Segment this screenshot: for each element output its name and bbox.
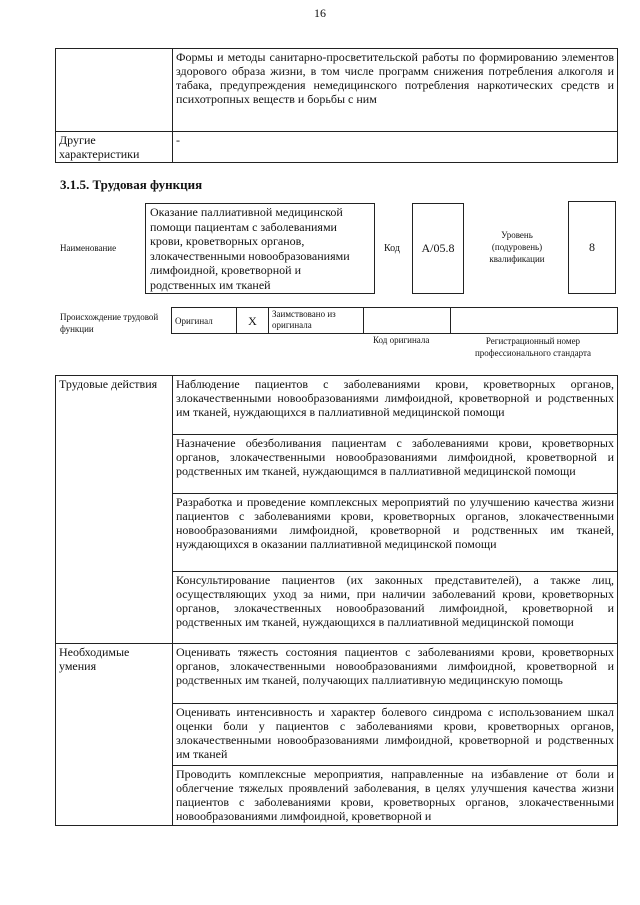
top-table	[55, 48, 618, 163]
origin-label: Происхождение трудовой функции	[60, 312, 159, 334]
qualification-level-label: Уровень (подуровень) квалификации	[489, 230, 545, 264]
top-table-empty-cell	[56, 49, 173, 132]
other-characteristics-label: Другие характеристики	[56, 132, 173, 163]
code-original-cell	[364, 308, 451, 334]
skill-item: Оценивать интенсивность и характер болевого синдрома с использованием шкал оценки боли у пациентов с заболеваниями крови, кроветворных органов, злокачественными новообразованиями лимфоидной, кроветворной и родственных им тканей	[173, 704, 618, 766]
original-mark: X	[237, 308, 269, 334]
reg-number-label: Регистрационный номер профессионального стандарта	[474, 336, 592, 358]
page-number: 16	[314, 6, 326, 20]
original-label: Оригинал	[172, 308, 237, 334]
function-name: Оказание паллиативной медицинской помощи пациентам с заболеваниями крови, кроветворных органов, злокачественными новообразованиями лимфоидной, кроветворной и родственных им тканей	[145, 203, 375, 294]
origin-table	[171, 307, 618, 334]
other-characteristics-value: -	[173, 132, 618, 163]
qualification-level-value: 8	[568, 201, 616, 294]
borrowed-label: Заимствовано из оригинала	[269, 308, 364, 334]
labor-action-item: Назначение обезболивания пациентам с заболеваниями крови, кроветворных органов, злокачественными новообразованиями лимфоидной, кроветворной и родственных им тканей, нуждающимся в паллиативной медицинской помощи	[173, 435, 618, 494]
code-value: A/05.8	[412, 203, 464, 294]
labor-action-item: Разработка и проведение комплексных мероприятий по улучшению качества жизни пациентов с заболеваниями крови, кроветворных органов, злокачественными новообразованиями лимфоидной, кроветворной и родственных им тканей, нуждающихся в оказании паллиативной медицинской помощи	[173, 494, 618, 572]
labor-actions-label: Трудовые действия	[56, 376, 173, 644]
top-table-text: Формы и методы санитарно-просветительской работы по формированию элементов здорового образа жизни, в том числе программ снижения потребления алкоголя и табака, предупреждения немедицинского потребления наркотических средств и психотропных веществ и борьбы с ним	[173, 49, 618, 132]
reg-number-cell	[451, 308, 618, 334]
skill-item: Проводить комплексные мероприятия, направленные на избавление от боли и облегчение тяжелых проявлений заболевания, в целях улучшения качества жизни пациентов с заболеваниями крови, кроветворных органов, злокачественными новообразованиями лимфоидной, кроветворной и	[173, 766, 618, 826]
name-label: Наименование	[60, 243, 117, 253]
skill-item: Оценивать тяжесть состояния пациентов с заболеваниями крови, кроветворных органов, злокачественными новообразованиями лимфоидной, кроветворной и родственных им тканей, получающих паллиативную медицинскую помощь	[173, 644, 618, 704]
code-label: Код	[384, 243, 400, 254]
labor-action-item: Консультирование пациентов (их законных представителей), а также лиц, осуществляющих уход за ними, при наличии заболеваний крови, кроветворных органов, злокачественных новообразований лимфоидной, кроветворной и родственных им тканей, нуждающихся в паллиативной медицинской помощи	[173, 572, 618, 644]
main-table	[55, 375, 618, 826]
code-original-label: Код оригинала	[373, 335, 430, 345]
required-skills-label: Необходимые умения	[56, 644, 173, 826]
labor-action-item: Наблюдение пациентов с заболеваниями крови, кроветворных органов, злокачественными новообразованиями лимфоидной, кроветворной и родственных им тканей, нуждающихся в паллиативной медицинской помощи	[173, 376, 618, 435]
section-title: 3.1.5. Трудовая функция	[60, 177, 203, 192]
